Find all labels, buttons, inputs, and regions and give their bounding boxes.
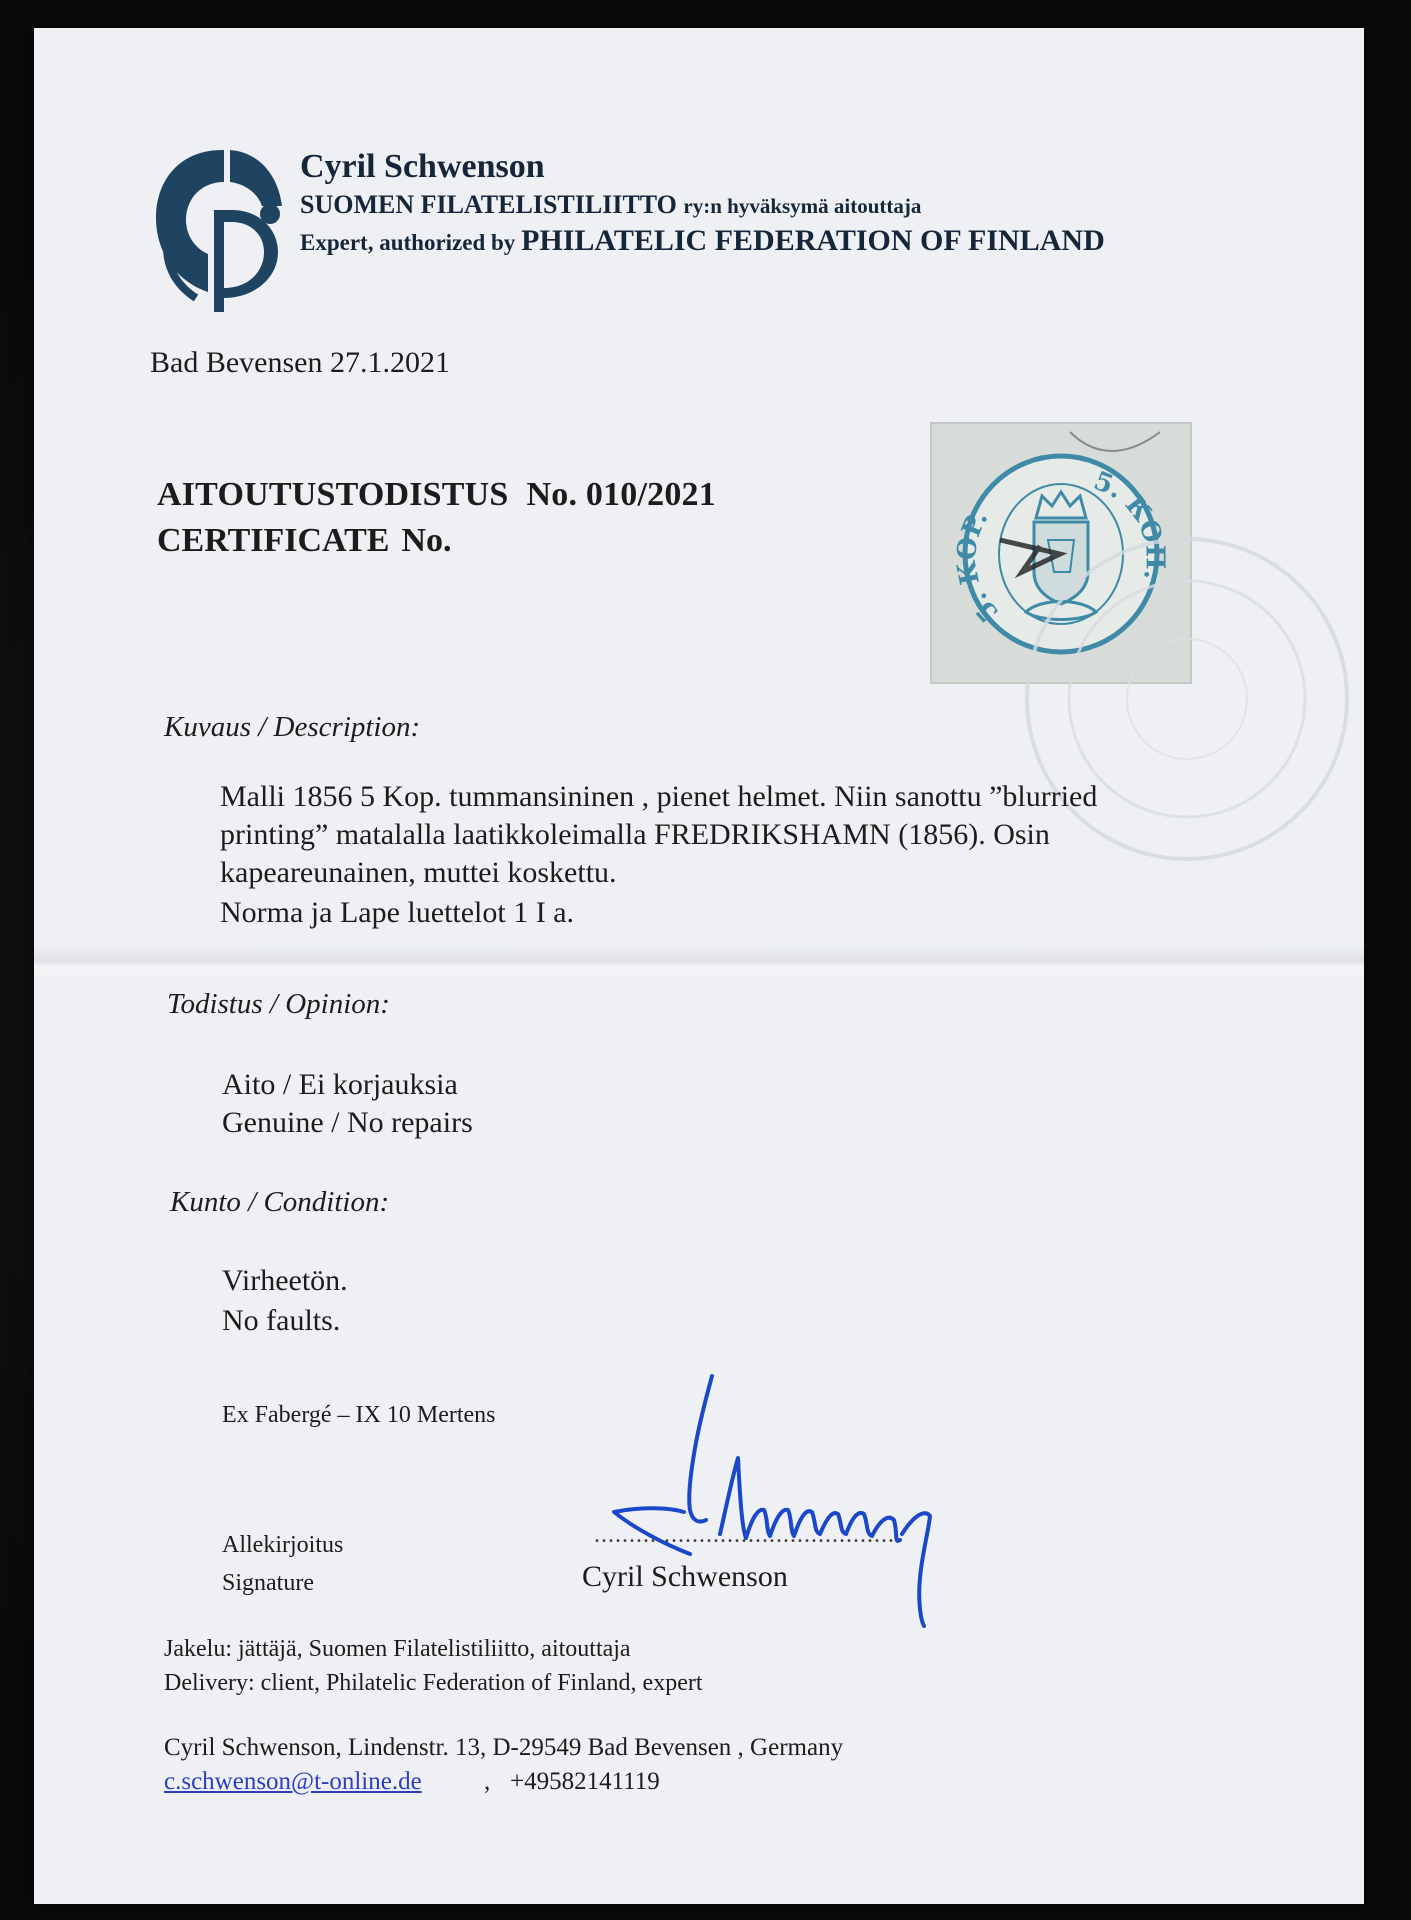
postal-address: Cyril Schwenson, Lindenstr. 13, D-29549 Bad Bevensen , Germany	[164, 1734, 844, 1761]
org-english: PHILATELIC FEDERATION OF FINLAND	[521, 224, 1105, 257]
paper-fold-line	[34, 946, 1364, 980]
expert-name-heading: Cyril Schwenson	[300, 148, 545, 185]
description-line-2: printing” matalalla laatikkoleimalla FREDRIKSHAMN (1856). Osin	[220, 818, 1050, 851]
certificate-title-fi: AITOUTUSTODISTUS	[157, 476, 509, 513]
distribution-english: Delivery: client, Philatelic Federation of Finland, expert	[164, 1670, 703, 1696]
description-line-3: kapeareunainen, muttei koskettu.	[220, 856, 617, 889]
certificate-number-label-en: No.	[401, 522, 452, 559]
condition-heading: Kunto / Condition:	[170, 1186, 390, 1218]
stamp-left-text: 5. KOP.	[951, 504, 1005, 628]
description-line-4: Norma ja Lape luettelot 1 I a.	[220, 896, 575, 929]
federation-english-line	[300, 224, 1105, 258]
distribution-finnish: Jakelu: jättäjä, Suomen Filatelistiliitto, aitouttaja	[164, 1636, 631, 1662]
email-address[interactable]: c.schwenson@t-online.de	[164, 1768, 422, 1795]
certificate-number: No. 010/2021	[526, 476, 716, 513]
provenance-note: Ex Fabergé – IX 10 Mertens	[222, 1402, 496, 1428]
description-heading: Kuvaus / Description:	[164, 711, 421, 743]
signature-label-finnish: Allekirjoitus	[222, 1532, 344, 1558]
embossed-seal-image	[1002, 514, 1364, 884]
signatory-name: Cyril Schwenson	[582, 1560, 788, 1593]
phone-number: +49582141119	[510, 1768, 660, 1795]
description-line-1: Malli 1856 5 Kop. tummansininen , pienet helmet. Niin sanottu ”blurried	[220, 780, 1098, 813]
certificate-title-english	[157, 522, 452, 560]
stamp-right-text: 5. КОП.	[1089, 466, 1170, 584]
signature-label-english: Signature	[222, 1570, 314, 1596]
org-finnish-suffix: ry:n hyväksymä aitouttaja	[683, 194, 922, 218]
place-date: Bad Bevensen 27.1.2021	[150, 346, 450, 379]
handwritten-signature-image	[594, 1358, 1024, 1638]
certificate-sheet	[34, 28, 1364, 1904]
opinion-heading: Todistus / Opinion:	[167, 988, 390, 1020]
expert-prefix: Expert, authorized by	[300, 230, 516, 255]
federation-finnish-line	[300, 190, 921, 220]
certificate-title-finnish	[157, 476, 716, 514]
opinion-line-2: Genuine / No repairs	[222, 1106, 473, 1139]
signature-dotted-line: ...........................................	[594, 1522, 895, 1548]
condition-line-2: No faults.	[222, 1304, 341, 1337]
org-finnish: SUOMEN FILATELISTILIITTO	[300, 190, 677, 219]
certificate-title-en: CERTIFICATE	[157, 522, 390, 559]
condition-line-1: Virheetön.	[222, 1264, 348, 1297]
federation-logo-icon	[150, 142, 288, 312]
email-link[interactable]	[164, 1768, 422, 1796]
email-separator: ,	[484, 1768, 491, 1795]
opinion-line-1: Aito / Ei korjauksia	[222, 1068, 458, 1101]
